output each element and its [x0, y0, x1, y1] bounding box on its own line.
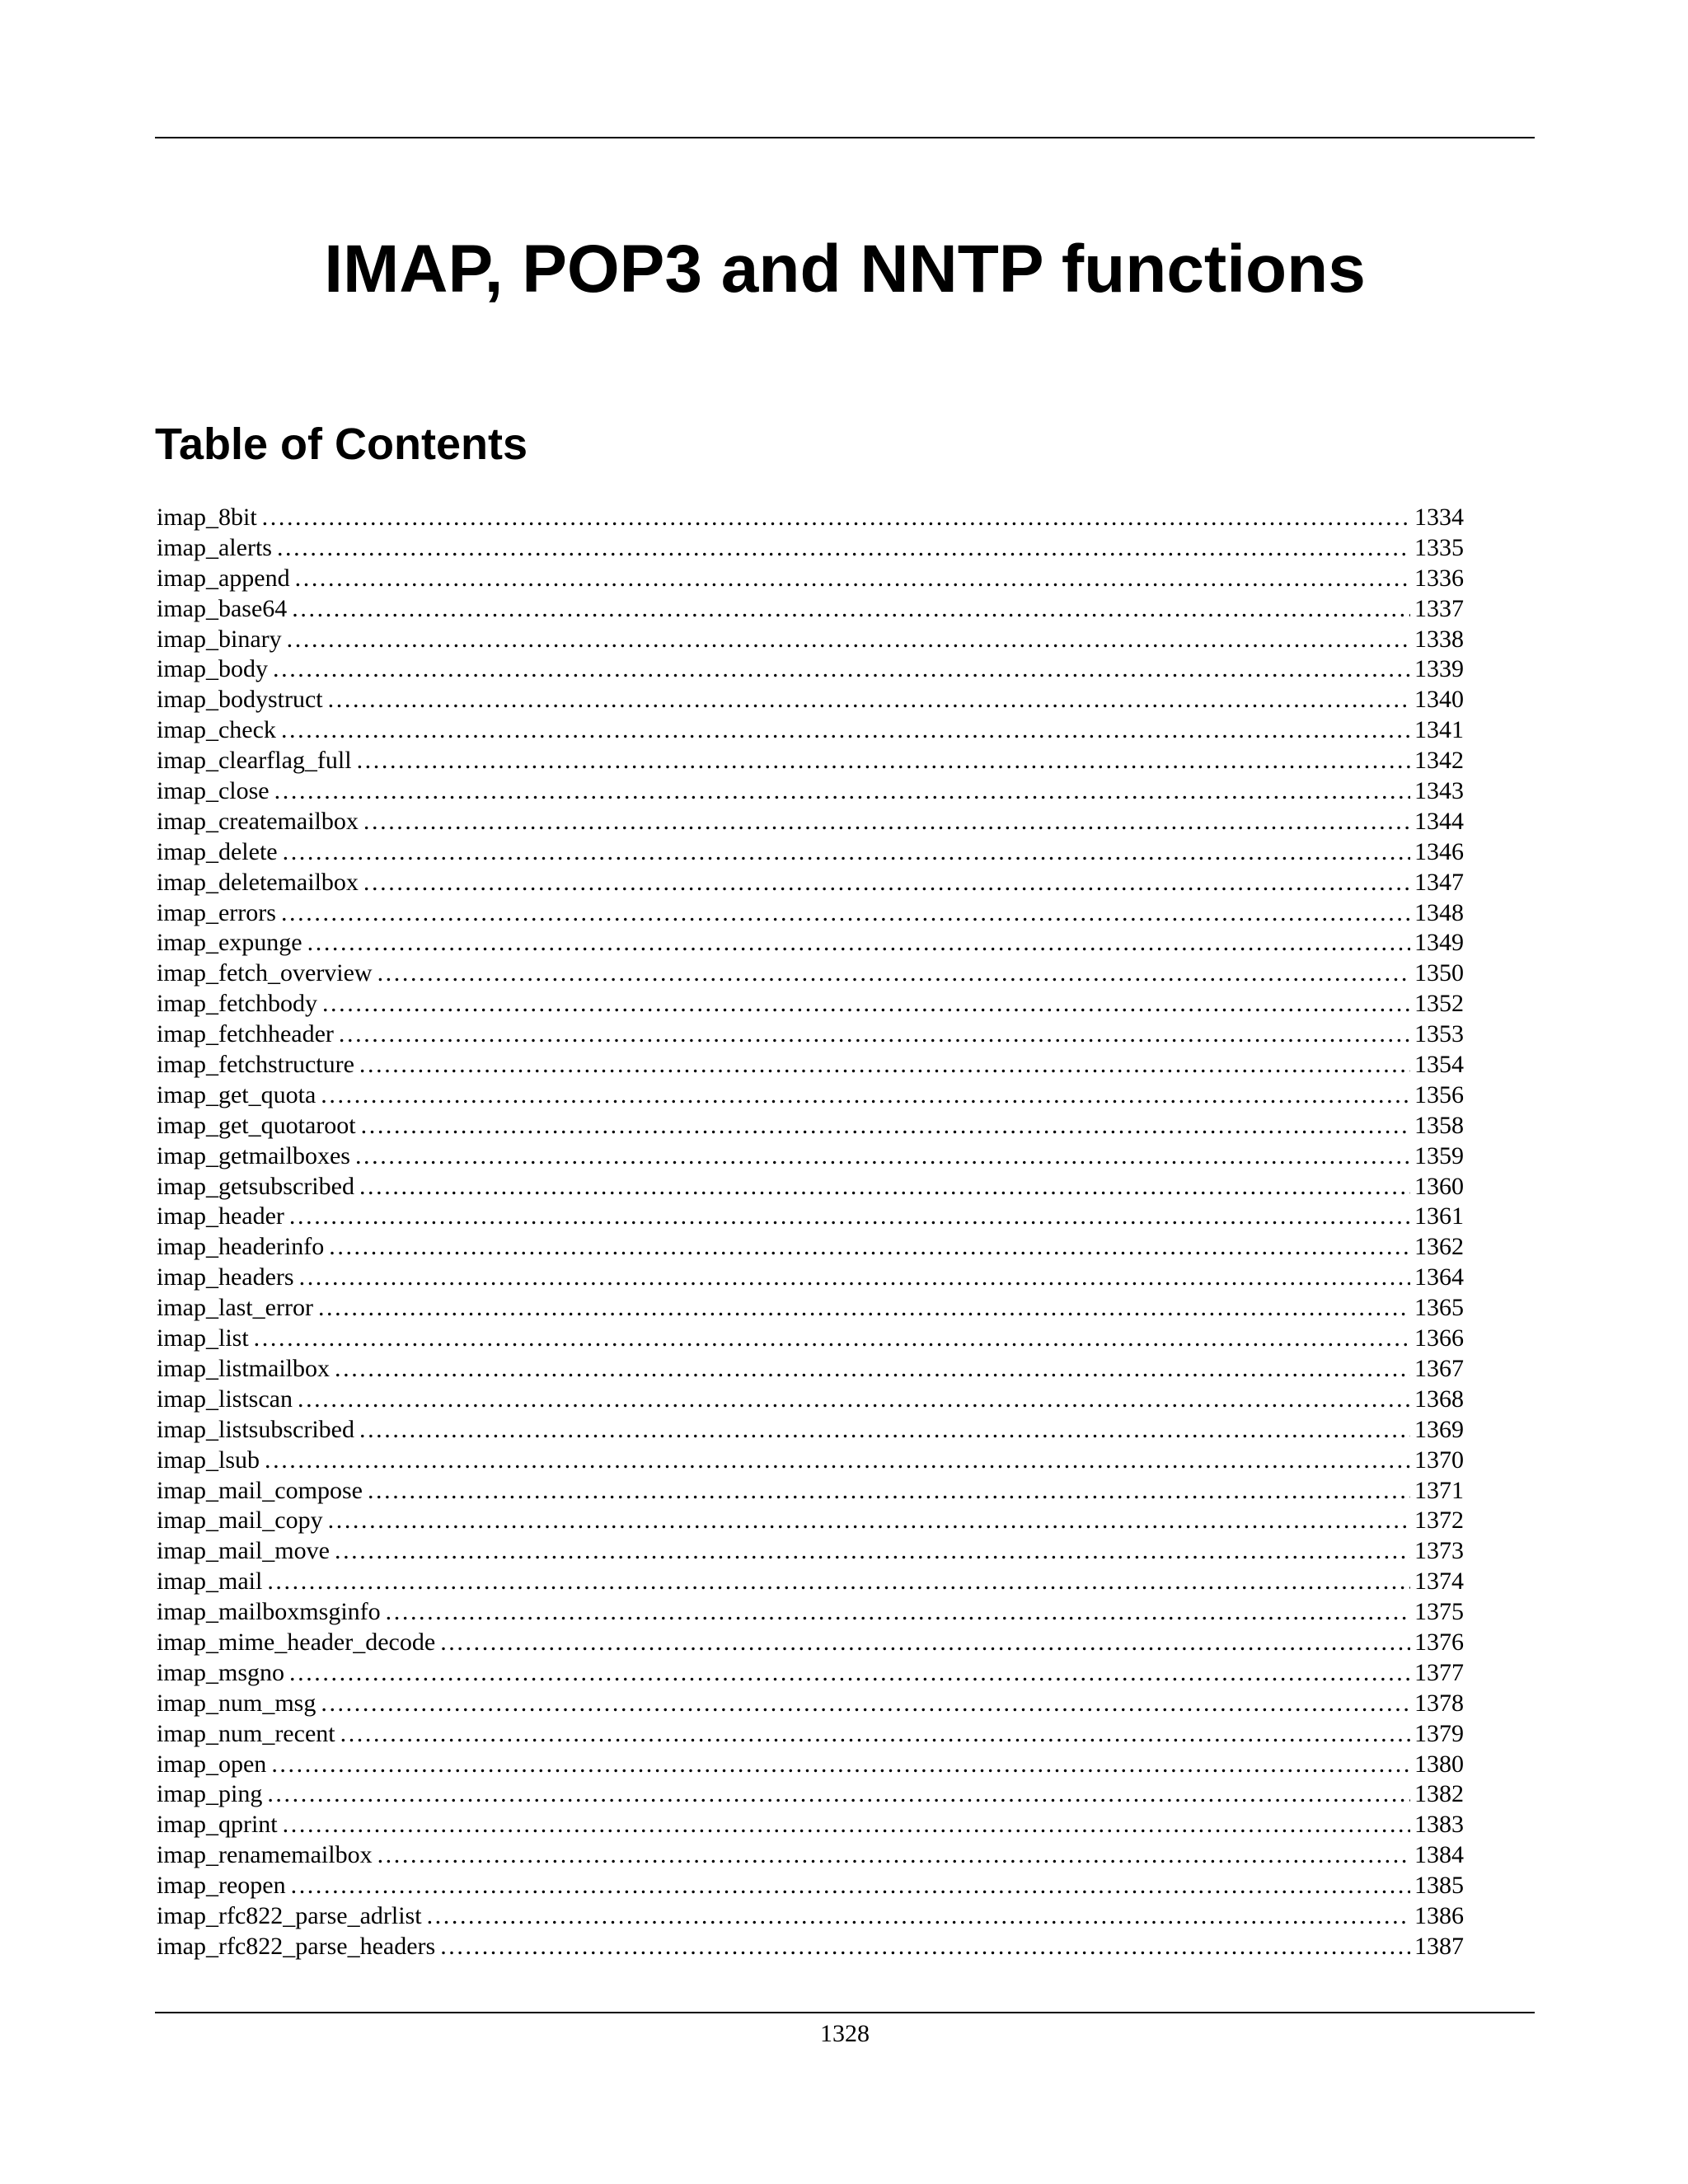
toc-entry-page: 1367 — [1414, 1354, 1464, 1382]
toc-entry[interactable] — [157, 564, 1464, 594]
toc-entry-name: imap_listmailbox — [157, 1354, 330, 1382]
toc-dot-leader — [440, 1628, 1410, 1658]
toc-entry-name: imap_errors — [157, 898, 276, 926]
toc-entry-name: imap_clearflag_full — [157, 747, 352, 775]
toc-entry-page: 1370 — [1414, 1446, 1464, 1474]
toc-entry[interactable] — [157, 1354, 1464, 1385]
toc-entry-name: imap_get_quota — [157, 1080, 316, 1108]
toc-dot-leader — [265, 1446, 1410, 1476]
header-rule — [155, 137, 1535, 138]
toc-entry[interactable] — [157, 928, 1464, 958]
toc-entry-page: 1369 — [1414, 1415, 1464, 1443]
toc-entry-page: 1354 — [1414, 1051, 1464, 1079]
toc-entry[interactable] — [157, 1202, 1464, 1232]
toc-entry-name: imap_check — [157, 716, 276, 744]
toc-entry-page: 1377 — [1414, 1658, 1464, 1686]
toc-entry[interactable] — [157, 715, 1464, 746]
toc-entry-name: imap_rfc822_parse_headers — [157, 1932, 436, 1960]
toc-dot-leader — [283, 1810, 1410, 1840]
toc-dot-leader — [291, 1871, 1410, 1901]
toc-entry-page: 1350 — [1414, 959, 1464, 987]
toc-entry-page: 1387 — [1414, 1932, 1464, 1960]
toc-dot-leader — [359, 1172, 1410, 1202]
toc-entry-name: imap_listscan — [157, 1385, 293, 1413]
toc-entry-name: imap_binary — [157, 625, 282, 653]
toc-entry-page: 1337 — [1414, 594, 1464, 622]
toc-dot-leader — [287, 625, 1410, 655]
toc-entry[interactable] — [157, 533, 1464, 564]
toc-entry[interactable] — [157, 1172, 1464, 1202]
toc-dot-leader — [329, 1232, 1410, 1263]
toc-dot-leader — [273, 654, 1410, 685]
toc-dot-leader — [363, 868, 1410, 898]
toc-dot-leader — [386, 1597, 1410, 1628]
toc-entry[interactable] — [157, 807, 1464, 837]
toc-entry[interactable] — [157, 1324, 1464, 1354]
toc-entry-page: 1371 — [1414, 1476, 1464, 1504]
toc-entry-name: imap_8bit — [157, 504, 257, 531]
toc-entry-page: 1375 — [1414, 1598, 1464, 1626]
toc-entry-page: 1360 — [1414, 1172, 1464, 1200]
toc-dot-leader — [368, 1476, 1410, 1507]
toc-entry-page: 1356 — [1414, 1080, 1464, 1108]
toc-entry-name: imap_msgno — [157, 1658, 284, 1686]
toc-entry[interactable] — [157, 1232, 1464, 1263]
toc-dot-leader — [377, 1840, 1410, 1871]
toc-entry-name: imap_deletemailbox — [157, 868, 359, 896]
toc-entry[interactable] — [157, 1597, 1464, 1628]
toc-entry-page: 1374 — [1414, 1568, 1464, 1596]
toc-entry-page: 1376 — [1414, 1628, 1464, 1656]
toc-entry[interactable] — [157, 1293, 1464, 1324]
toc-entry[interactable] — [157, 685, 1464, 715]
toc-entry[interactable] — [157, 1628, 1464, 1658]
toc-dot-leader — [292, 594, 1410, 625]
toc-dot-leader — [361, 1111, 1410, 1141]
toc-entry[interactable] — [157, 1446, 1464, 1476]
toc-entry-page: 1365 — [1414, 1294, 1464, 1322]
toc-entry-page: 1383 — [1414, 1811, 1464, 1839]
toc-entry-page: 1352 — [1414, 990, 1464, 1018]
toc-dot-leader — [363, 807, 1410, 837]
toc-entry-page: 1362 — [1414, 1233, 1464, 1261]
toc-heading: Table of Contents — [155, 419, 528, 469]
toc-entry-name: imap_fetchheader — [157, 1020, 334, 1048]
toc-dot-leader — [359, 1415, 1410, 1446]
toc-entry[interactable] — [157, 1050, 1464, 1080]
toc-dot-leader — [274, 776, 1410, 807]
toc-entry[interactable] — [157, 594, 1464, 625]
toc-entry[interactable] — [157, 1141, 1464, 1172]
toc-entry-name: imap_header — [157, 1202, 284, 1230]
toc-entry[interactable] — [157, 1871, 1464, 1901]
toc-entry-name: imap_ping — [157, 1780, 263, 1808]
toc-entry-page: 1336 — [1414, 564, 1464, 592]
toc-entry[interactable] — [157, 1506, 1464, 1536]
toc-entry-name: imap_base64 — [157, 594, 288, 622]
toc-entry-name: imap_fetchstructure — [157, 1051, 354, 1079]
toc-entry-page: 1368 — [1414, 1385, 1464, 1413]
toc-entry-page: 1348 — [1414, 898, 1464, 926]
toc-entry-name: imap_lsub — [157, 1446, 260, 1474]
footer-rule — [155, 2012, 1535, 2013]
toc-entry[interactable] — [157, 1750, 1464, 1780]
toc-entry[interactable] — [157, 1415, 1464, 1446]
toc-dot-leader — [283, 837, 1410, 868]
toc-entry[interactable] — [157, 1932, 1464, 1962]
toc-dot-leader — [339, 1019, 1410, 1050]
toc-entry[interactable] — [157, 868, 1464, 898]
toc-entry-name: imap_append — [157, 564, 290, 592]
toc-entry-name: imap_getmailboxes — [157, 1141, 350, 1169]
toc-entry[interactable] — [157, 746, 1464, 776]
toc-entry-page: 1358 — [1414, 1111, 1464, 1139]
toc-entry[interactable] — [157, 1080, 1464, 1111]
toc-dot-leader — [321, 1689, 1410, 1719]
toc-dot-leader — [281, 898, 1410, 929]
toc-dot-leader — [340, 1719, 1410, 1750]
toc-dot-leader — [440, 1932, 1410, 1962]
toc-list — [157, 503, 1464, 1962]
toc-entry-name: imap_headers — [157, 1263, 294, 1291]
toc-entry-page: 1379 — [1414, 1719, 1464, 1747]
toc-dot-leader — [377, 958, 1410, 989]
toc-entry-name: imap_getsubscribed — [157, 1172, 354, 1200]
chapter-title: IMAP, POP3 and NNTP functions — [324, 232, 1366, 307]
toc-entry-page: 1342 — [1414, 747, 1464, 775]
toc-entry-name: imap_open — [157, 1750, 267, 1778]
toc-entry-name: imap_headerinfo — [157, 1233, 325, 1261]
toc-dot-leader — [267, 1567, 1410, 1597]
toc-dot-leader — [359, 1050, 1410, 1080]
toc-entry[interactable] — [157, 503, 1464, 533]
toc-entry-page: 1343 — [1414, 777, 1464, 805]
toc-entry[interactable] — [157, 1536, 1464, 1567]
toc-entry[interactable] — [157, 776, 1464, 807]
toc-entry-name: imap_renamemailbox — [157, 1841, 373, 1869]
toc-entry-name: imap_fetch_overview — [157, 959, 373, 987]
toc-entry-page: 1386 — [1414, 1901, 1464, 1929]
toc-entry[interactable] — [157, 989, 1464, 1019]
toc-entry-name: imap_body — [157, 655, 268, 683]
toc-entry-page: 1382 — [1414, 1780, 1464, 1808]
toc-entry-page: 1346 — [1414, 837, 1464, 865]
toc-entry-name: imap_bodystruct — [157, 686, 323, 714]
toc-entry[interactable] — [157, 1019, 1464, 1050]
toc-entry-page: 1366 — [1414, 1324, 1464, 1352]
toc-entry-name: imap_close — [157, 777, 270, 805]
toc-entry-page: 1364 — [1414, 1263, 1464, 1291]
toc-entry-page: 1340 — [1414, 686, 1464, 714]
toc-entry-name: imap_mail — [157, 1568, 263, 1596]
toc-entry-page: 1338 — [1414, 625, 1464, 653]
toc-entry[interactable] — [157, 898, 1464, 929]
toc-entry-name: imap_fetchbody — [157, 990, 317, 1018]
toc-entry[interactable] — [157, 1719, 1464, 1750]
toc-entry-page: 1361 — [1414, 1202, 1464, 1230]
toc-entry-page: 1378 — [1414, 1689, 1464, 1717]
toc-entry-name: imap_qprint — [157, 1811, 278, 1839]
toc-dot-leader — [307, 928, 1410, 958]
toc-entry[interactable] — [157, 1476, 1464, 1507]
toc-entry-page: 1335 — [1414, 533, 1464, 561]
toc-entry[interactable] — [157, 837, 1464, 868]
toc-entry-name: imap_listsubscribed — [157, 1415, 354, 1443]
toc-entry-page: 1353 — [1414, 1020, 1464, 1048]
toc-entry-page: 1339 — [1414, 655, 1464, 683]
toc-entry[interactable] — [157, 1263, 1464, 1293]
toc-entry-name: imap_rfc822_parse_adrlist — [157, 1901, 422, 1929]
toc-dot-leader — [254, 1324, 1410, 1354]
toc-entry-name: imap_num_msg — [157, 1689, 316, 1717]
toc-entry[interactable] — [157, 1840, 1464, 1871]
toc-entry-page: 1344 — [1414, 807, 1464, 835]
toc-entry[interactable] — [157, 1689, 1464, 1719]
toc-dot-leader — [355, 1141, 1410, 1172]
toc-dot-leader — [321, 1080, 1410, 1111]
toc-entry-page: 1373 — [1414, 1537, 1464, 1565]
toc-entry-name: imap_createmailbox — [157, 807, 359, 835]
toc-dot-leader — [271, 1750, 1410, 1780]
toc-entry[interactable] — [157, 1111, 1464, 1141]
toc-entry-page: 1385 — [1414, 1872, 1464, 1900]
toc-entry-name: imap_alerts — [157, 533, 272, 561]
toc-entry[interactable] — [157, 654, 1464, 685]
toc-dot-leader — [335, 1536, 1410, 1567]
toc-dot-leader — [328, 1506, 1410, 1536]
toc-dot-leader — [318, 1293, 1410, 1324]
toc-dot-leader — [357, 746, 1410, 776]
toc-dot-leader — [289, 1658, 1410, 1689]
toc-entry-page: 1347 — [1414, 868, 1464, 896]
toc-dot-leader — [298, 1385, 1410, 1415]
toc-dot-leader — [289, 1202, 1410, 1232]
page-number: 1328 — [820, 2020, 870, 2047]
toc-dot-leader — [281, 715, 1410, 746]
toc-dot-leader — [262, 503, 1410, 533]
toc-entry-name: imap_last_error — [157, 1294, 313, 1322]
toc-entry-name: imap_mime_header_decode — [157, 1628, 436, 1656]
toc-entry-name: imap_mailboxmsginfo — [157, 1598, 381, 1626]
toc-entry-name: imap_mail_move — [157, 1537, 330, 1565]
toc-entry-page: 1341 — [1414, 716, 1464, 744]
toc-dot-leader — [322, 989, 1410, 1019]
toc-entry-page: 1334 — [1414, 504, 1464, 531]
toc-dot-leader — [267, 1779, 1410, 1810]
toc-entry-name: imap_delete — [157, 837, 278, 865]
toc-dot-leader — [328, 685, 1410, 715]
toc-entry[interactable] — [157, 958, 1464, 989]
toc-entry-page: 1380 — [1414, 1750, 1464, 1778]
toc-entry[interactable] — [157, 1567, 1464, 1597]
toc-dot-leader — [335, 1354, 1410, 1385]
toc-dot-leader — [427, 1901, 1410, 1932]
toc-dot-leader — [299, 1263, 1410, 1293]
toc-entry[interactable] — [157, 1385, 1464, 1415]
toc-entry[interactable] — [157, 1901, 1464, 1932]
toc-entry[interactable] — [157, 1779, 1464, 1810]
toc-entry-page: 1349 — [1414, 929, 1464, 957]
toc-entry-name: imap_num_recent — [157, 1719, 335, 1747]
toc-entry-name: imap_expunge — [157, 929, 302, 957]
toc-entry-page: 1359 — [1414, 1141, 1464, 1169]
toc-entry-page: 1384 — [1414, 1841, 1464, 1869]
toc-dot-leader — [295, 564, 1410, 594]
toc-entry-page: 1372 — [1414, 1507, 1464, 1535]
toc-entry-name: imap_mail_compose — [157, 1476, 363, 1504]
toc-entry-name: imap_reopen — [157, 1872, 286, 1900]
toc-entry[interactable] — [157, 625, 1464, 655]
toc-entry[interactable] — [157, 1658, 1464, 1689]
toc-entry[interactable] — [157, 1810, 1464, 1840]
toc-entry-name: imap_list — [157, 1324, 249, 1352]
toc-dot-leader — [277, 533, 1410, 564]
toc-entry-name: imap_get_quotaroot — [157, 1111, 356, 1139]
toc-entry-name: imap_mail_copy — [157, 1507, 323, 1535]
